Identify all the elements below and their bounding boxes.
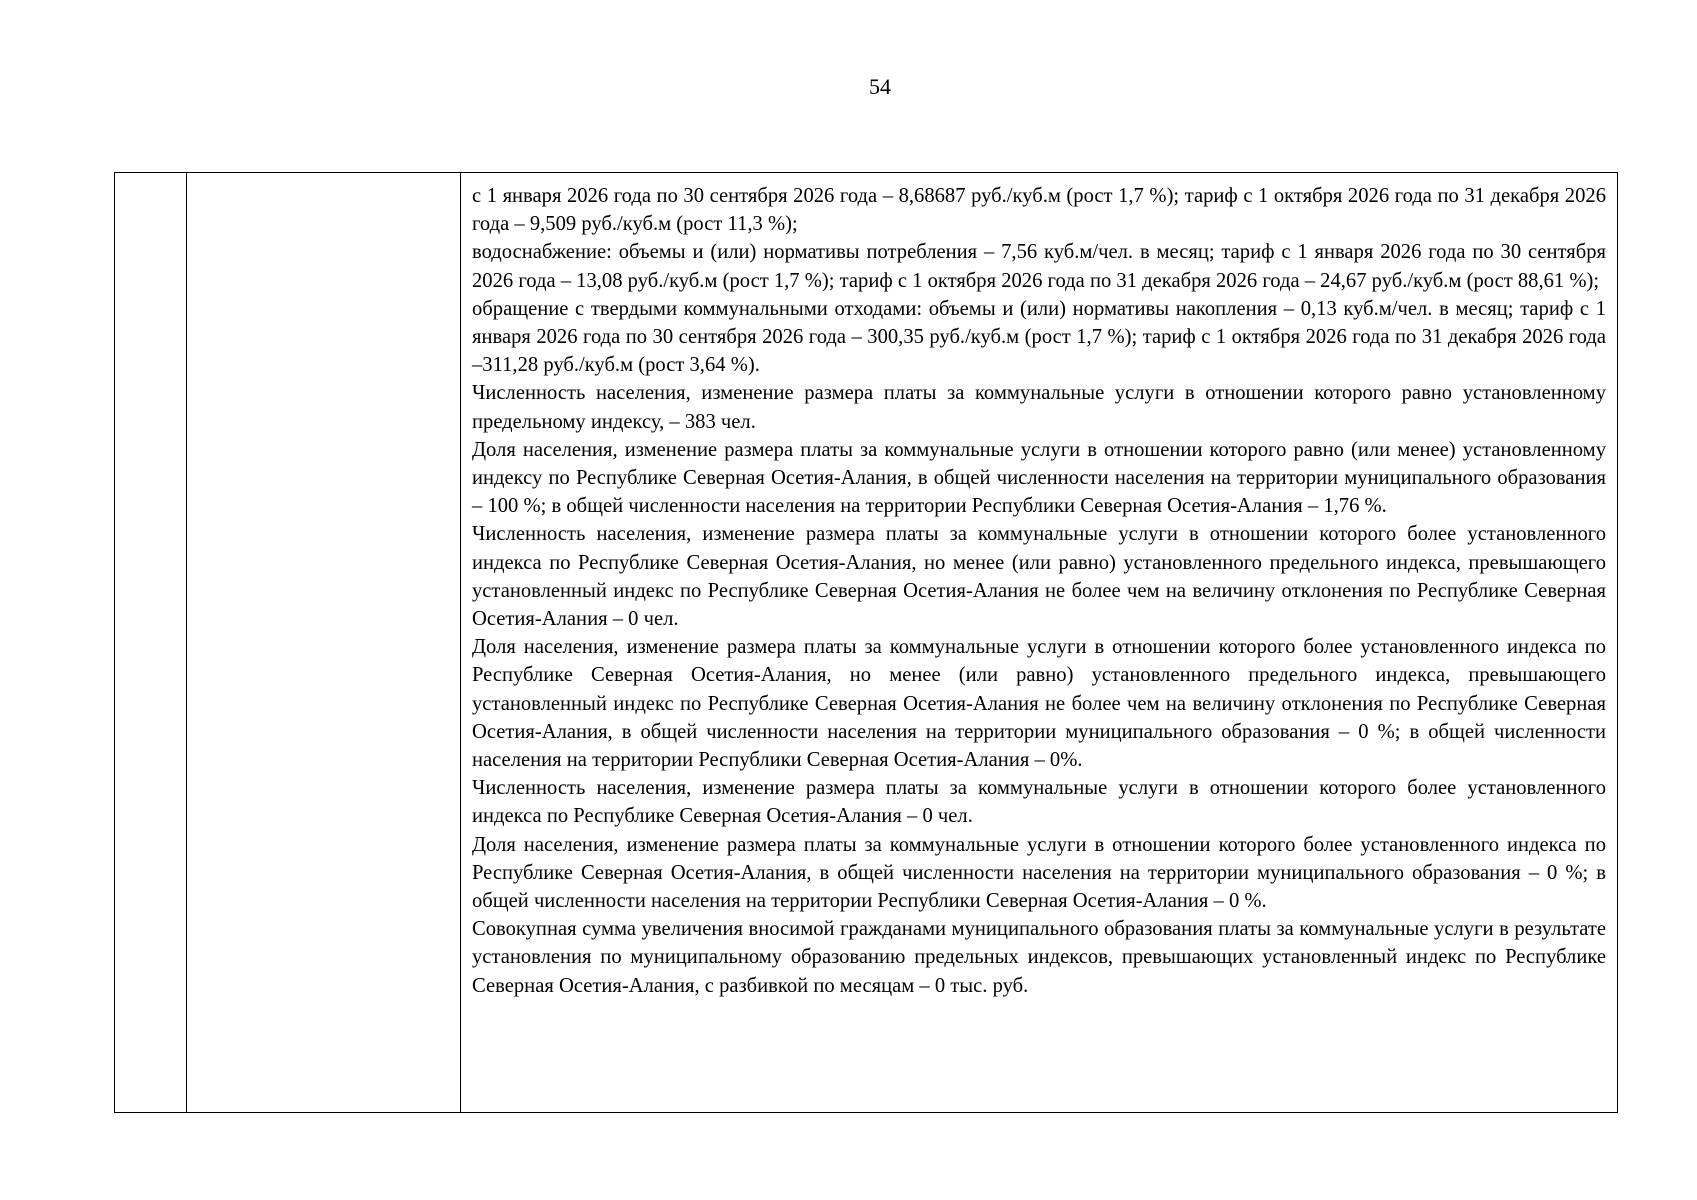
paragraph: Численность населения, изменение размера платы за коммунальные услуги в отношении которого более установленного индекса по Республике Северная Осетия-Алания, но менее (или равно) установленного предельного индекса, превышающего установленный индекс по Республике Северная Осетия-Алания не более чем на величину отклонения по Республике Северная Осетия-Алания – 0 чел.	[472, 523, 1606, 631]
page-number: 54	[869, 74, 891, 99]
paragraph: Численность населения, изменение размера платы за коммунальные услуги в отношении которого более установленного индекса по Республике Северная Осетия-Алания – 0 чел.	[472, 777, 1606, 828]
document-table	[114, 172, 1618, 1113]
table-cell-content	[472, 182, 1606, 1000]
paragraph: обращение с твердыми коммунальными отходами: объемы и (или) нормативы накопления – 0,13 куб.м/чел. в месяц; тариф с 1 января 2026 года по 30 сентября 2026 года – 300,35 руб./куб.м (рост 1,7 %); тариф с 1 октября 2026 года по 31 декабря 2026 года –311,28 руб./куб.м (рост 3,64 %).	[472, 297, 1606, 377]
paragraph: Совокупная сумма увеличения вносимой гражданами муниципального образования платы за коммунальные услуги в результате установления по муниципальному образованию предельных индексов, превышающих установленный индекс по Республике Северная Осетия-Алания, с разбивкой по месяцам – 0 тыс. руб.	[472, 918, 1606, 997]
paragraph: Численность населения, изменение размера платы за коммунальные услуги в отношении которого равно установленному предельному индексу, – 383 чел.	[472, 382, 1606, 433]
paragraph: Доля населения, изменение размера платы за коммунальные услуги в отношении которого более установленного индекса по Республике Северная Осетия-Алания, в общей численности населения на территории муниципального образования – 0 %; в общей численности населения на территории Республики Северная Осетия-Алания – 0 %.	[472, 833, 1606, 913]
table-column-divider	[186, 173, 187, 1112]
paragraph: с 1 января 2026 года по 30 сентября 2026 года – 8,68687 руб./куб.м (рост 1,7 %); тариф с 1 октября 2026 года по 31 декабря 2026 года – 9,509 руб./куб.м (рост 11,3 %);	[472, 185, 1606, 236]
paragraph: Доля населения, изменение размера платы за коммунальные услуги в отношении которого более установленного индекса по Республике Северная Осетия-Алания, но менее (или равно) установленного предельного индекса, превышающего установленный индекс по Республике Северная Осетия-Алания не более чем на величину отклонения по Республике Северная Осетия-Алания, в общей численности населения на территории муниципального образования – 0 %; в общей численности населения на территории Республики Северная Осетия-Алания – 0%.	[472, 636, 1606, 772]
table-column-divider	[460, 173, 461, 1112]
paragraph: водоснабжение: объемы и (или) нормативы потребления – 7,56 куб.м/чел. в месяц; тариф с 1 января 2026 года по 30 сентября 2026 года – 13,08 руб./куб.м (рост 1,7 %); тариф с 1 октября 2026 года по 31 декабря 2026 года – 24,67 руб./куб.м (рост 88,61 %);	[472, 241, 1606, 292]
paragraph: Доля населения, изменение размера платы за коммунальные услуги в отношении которого равно (или менее) установленному индексу по Республике Северная Осетия-Алания, в общей численности населения на территории муниципального образования – 100 %; в общей численности населения на территории Республики Северная Осетия-Алания – 1,76 %.	[472, 438, 1606, 518]
